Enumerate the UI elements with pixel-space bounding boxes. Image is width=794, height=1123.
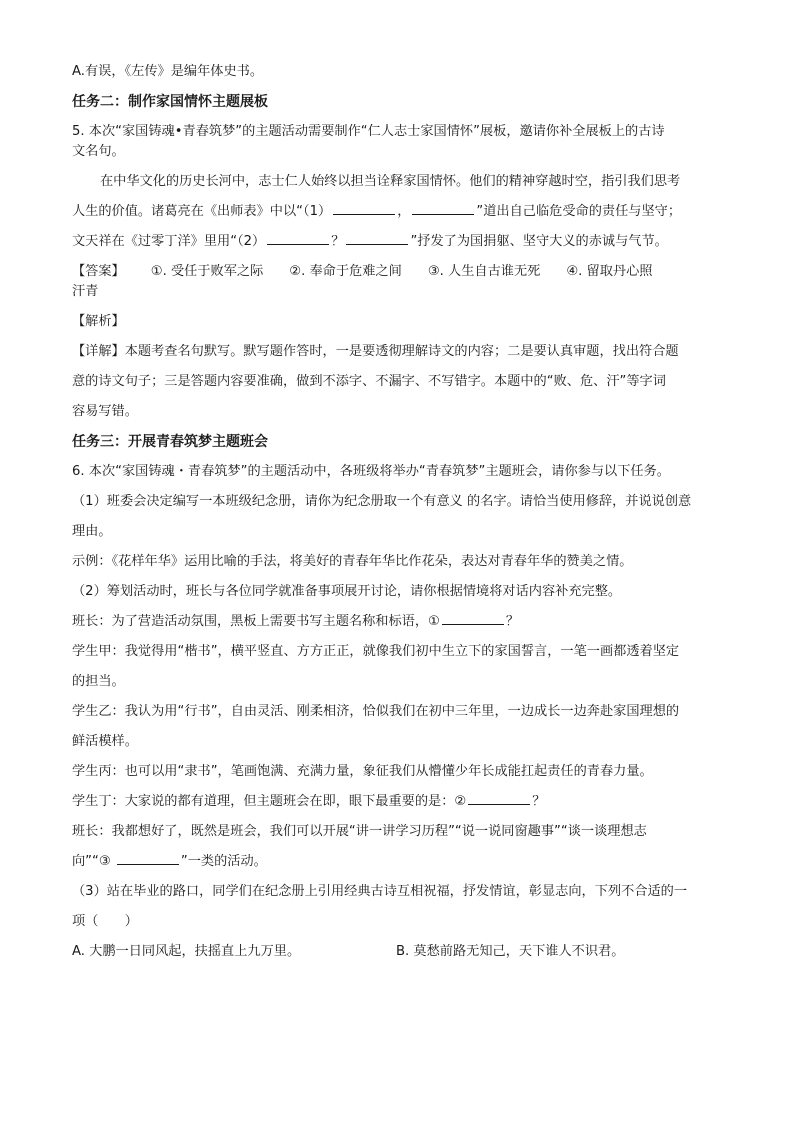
answer-4: ④. 留取丹心照	[566, 264, 653, 279]
explanation-line3: 容易写错。	[72, 404, 138, 419]
blank-2[interactable]	[267, 232, 329, 245]
answer-label: 【答案】	[72, 264, 125, 279]
question-5-line2: 文名句。	[72, 144, 125, 159]
example-line: 示例：《花样年华》运用比喻的手法，将美好的青春年华比作花朵，表达对青春年华的赞美之情。	[72, 554, 633, 569]
option-a[interactable]: A. 大鹏一日同风起，扶摇直上九万里。	[72, 944, 301, 959]
blank-1[interactable]	[333, 202, 395, 215]
options-row	[72, 942, 732, 962]
document-page	[72, 62, 732, 962]
student-b-line2: 鲜活模样。	[72, 734, 138, 749]
student-a-line1: 学生甲：我觉得用“楷书”，横平竖直、方方正正，就像我们初中生立下的家国誓言，一笔一画都透着坚定	[72, 644, 680, 659]
explanation-line2: 意的诗文句子；三是答题内容要准确，做到不添字、不漏字、不写错字。本题中的“败、危、汗”等字词	[72, 374, 666, 389]
student-c-line: 学生丙：也可以用“隶书”，笔画饱满、充满力量，象征我们从懵懂少年长成能扛起责任的青春力量。	[72, 764, 653, 779]
task3-heading: 任务三：开展青春筑梦主题班会	[72, 434, 268, 450]
monitor-line3: 向”“③ ”一类的活动。	[72, 854, 267, 869]
answer-line2: 汗青	[72, 284, 99, 299]
passage-line1: 在中华文化的历史长河中，志士仁人始终以担当诠释家国情怀。他们的精神穿越时空，指引我们思考	[100, 174, 681, 189]
student-b-line1: 学生乙：我认为用“行书”，自由灵活、刚柔相济，恰似我们在初中三年里，一边成长一边奔赴家国理想的	[72, 704, 680, 719]
question-5-line1: 5. 本次“家国铸魂•青春筑梦”的主题活动需要制作“仁人志士家国情怀”展板，邀请你补全展板上的古诗	[72, 124, 665, 139]
explanation-line1: 【详解】本题考查名句默写。默写题作答时，一是要透彻理解诗文的内容；二是要认真审题，找出符合题	[72, 344, 679, 359]
answer-3: ③. 人生自古谁无死	[427, 264, 541, 279]
answer-2: ②. 奉命于危难之间	[289, 264, 402, 279]
student-d-line: 学生丁：大家说的都有道理，但主题班会在即，眼下最重要的是：② ？	[72, 794, 546, 809]
subq3-line1: （3）站在毕业的路口，同学们在纪念册上引用经典古诗互相祝福，抒发情谊，彰显志向，下列不合适的一	[72, 884, 688, 899]
subq1-line1: （1）班委会决定编写一本班级纪念册，请你为纪念册取一个有意义 的名字。请恰当使用修辞，并说说创意	[72, 494, 692, 509]
question-6: 6. 本次“家国铸魂・青春筑梦”的主题活动中，各班级将举办“青春筑梦”主题班会，请你参与以下任务。	[72, 464, 670, 479]
monitor-line2: 班长：我都想好了，既然是班会，我们可以开展“讲一讲学习历程”“说一说同窗趣事”“谈一谈理想志	[72, 824, 647, 839]
blank-2b[interactable]	[346, 232, 408, 245]
blank-5[interactable]	[117, 852, 179, 865]
passage-line3: 文天祥在《过零丁洋》里用“（2） ？ ”抒发了为国捐躯、坚守大义的赤诚与气节。	[72, 234, 668, 249]
blank-1b[interactable]	[412, 202, 474, 215]
answer-1: ①. 受任于败军之际	[150, 264, 264, 279]
blank-4[interactable]	[468, 792, 530, 805]
subq3-line2: 项（ ）	[72, 914, 138, 929]
prev-answer-line: A.有误，《左传》是编年体史书。	[72, 64, 264, 79]
blank-3[interactable]	[442, 612, 504, 625]
analysis-label: 【解析】	[72, 314, 125, 329]
monitor-line1: 班长：为了营造活动氛围，黑板上需要书写主题名称和标语，① ？	[72, 614, 520, 629]
subq1-line2: 理由。	[72, 524, 112, 539]
option-b[interactable]: B. 莫愁前路无知己，天下谁人不识君。	[396, 944, 625, 959]
passage-line2: 人生的价值。诸葛亮在《出师表》中以“（1） ， ”道出自己临危受命的责任与坚守；	[72, 204, 682, 219]
student-a-line2: 的担当。	[72, 674, 125, 689]
answer-line	[72, 262, 732, 282]
task2-heading: 任务二：制作家国情怀主题展板	[72, 94, 268, 110]
subq2-line: （2）筹划活动时，班长与各位同学就准备事项展开讨论，请你根据情境将对话内容补充完整。	[72, 584, 622, 599]
